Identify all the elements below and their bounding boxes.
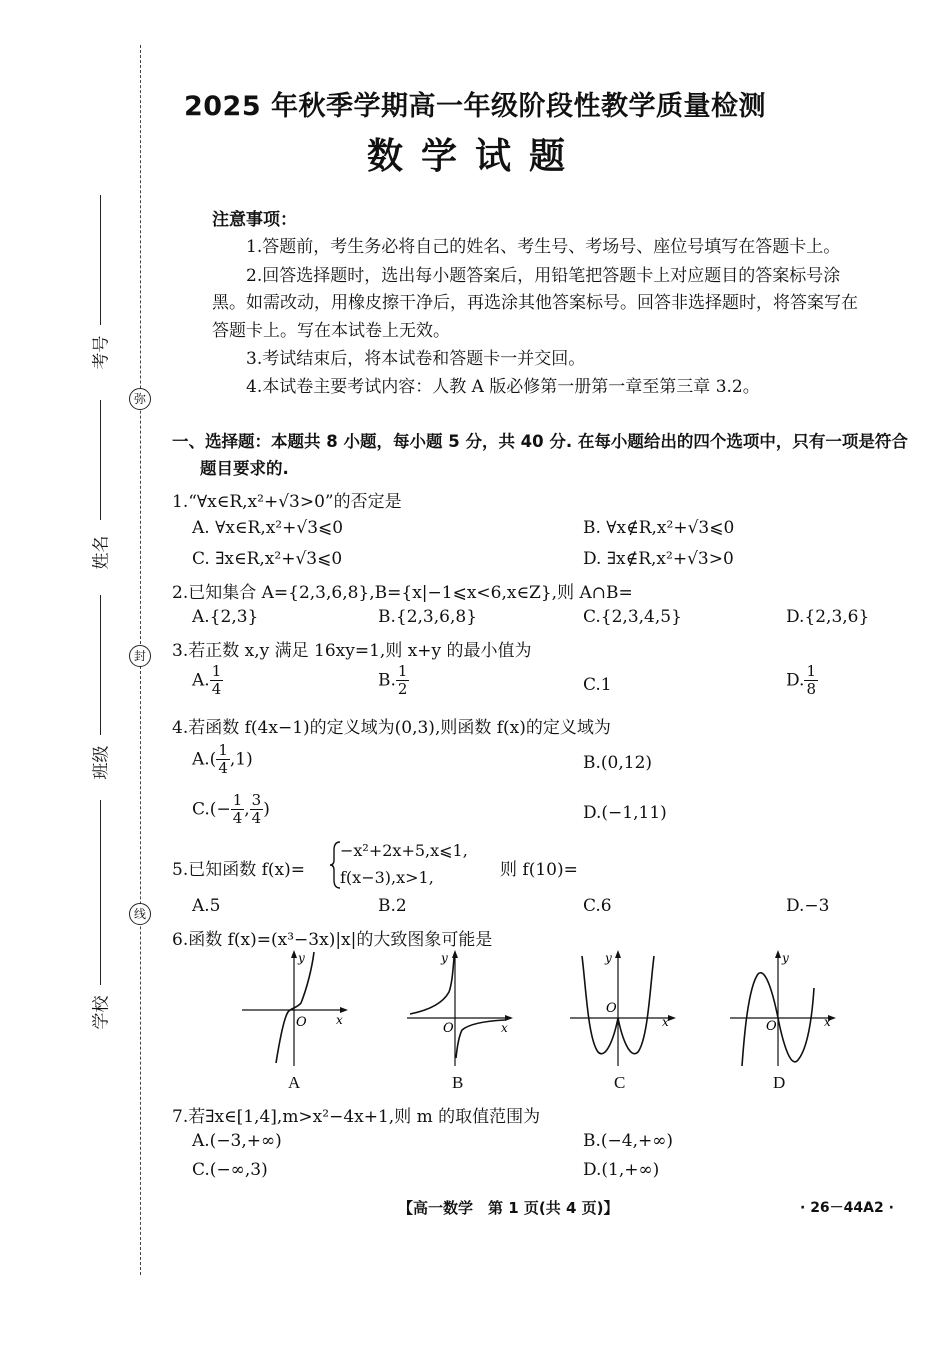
- q5-stem-prefix: 5.已知函数 f(x)=: [172, 860, 306, 880]
- q5-option-a: A.5: [192, 896, 221, 916]
- q2-stem: 2.已知集合 A={2,3,6,8},B={x|−1⩽x<6,x∈Z},则 A∩B=: [172, 583, 633, 603]
- q2-option-b: B.{2,3,6,8}: [378, 607, 478, 627]
- q3-stem: 3.若正数 x,y 满足 16xy=1,则 x+y 的最小值为: [172, 641, 532, 661]
- q3-option-d: D. $\frac{1}{8}$: [786, 662, 816, 698]
- q7-option-d: D.(1,+∞): [583, 1160, 660, 1180]
- class-rule: [100, 595, 101, 735]
- name-rule: [100, 400, 101, 520]
- exam-number-label: 考号: [91, 335, 112, 370]
- svg-text:y: y: [782, 951, 789, 965]
- school-rule: [100, 800, 101, 985]
- q3-d-denominator: 8: [806, 680, 816, 698]
- svg-text:O: O: [296, 1015, 307, 1030]
- svg-text:O: O: [766, 1019, 777, 1034]
- q7-option-a: A.(−3,+∞): [192, 1131, 282, 1151]
- q7-option-b: B.(−4,+∞): [583, 1131, 674, 1151]
- q4-option-c: C.(− $\frac{1}{4}$ , $\frac{3}{4}$ ): [192, 791, 270, 827]
- section-heading-line1: 一、选择题：本题共 8 小题，每小题 5 分，共 40 分. 在每小题给出的四个选项中，只有一项是符合: [172, 432, 908, 451]
- q2-option-a: A.{2,3}: [192, 607, 259, 627]
- q5-option-d: D.−3: [786, 896, 830, 916]
- page-footer: 【高一数学 第 1 页(共 4 页)】: [398, 1199, 619, 1217]
- q6-label-d: D: [773, 1073, 786, 1092]
- q4-c-numerator-2: 3: [251, 791, 262, 809]
- exam-code: · 26－44A2 ·: [800, 1200, 894, 1216]
- q4-option-b: B.(0,12): [583, 753, 653, 773]
- svg-text:y: y: [298, 951, 305, 965]
- svg-text:x: x: [336, 1013, 343, 1027]
- q7-stem: 7.若∃x∈[1,4],m>x²−4x+1,则 m 的取值范围为: [172, 1107, 541, 1127]
- svg-text:x: x: [501, 1021, 508, 1035]
- q4-a-numerator: 1: [218, 741, 228, 759]
- section-heading-line2: 题目要求的.: [200, 459, 289, 478]
- q3-option-b: B. $\frac{1}{2}$: [378, 662, 408, 698]
- q7-option-c: C.(−∞,3): [192, 1160, 268, 1180]
- q1-stem: 1.“∀x∈R,x²+√3>0”的否定是: [172, 492, 402, 512]
- q6-graph-b: [405, 948, 515, 1068]
- svg-text:y: y: [605, 951, 612, 965]
- notes-line-5: 3.考试结束后，将本试卷和答题卡一并交回。: [246, 349, 586, 369]
- notes-line-2: 2.回答选择题时，选出每小题答案后，用铅笔把答题卡上对应题目的答案标号涂: [246, 266, 841, 286]
- q6-graph-c: [568, 948, 678, 1068]
- seal-mi: 弥: [129, 388, 151, 410]
- q3-b-numerator: 1: [397, 662, 408, 680]
- svg-text:x: x: [824, 1015, 831, 1029]
- svg-text:x: x: [662, 1015, 669, 1029]
- notes-line-4: 答题卡上。写在本试卷上无效。: [212, 321, 450, 341]
- q4-c-denominator-2: 4: [251, 809, 262, 827]
- q5-option-c: C.6: [583, 896, 612, 916]
- q6-graph-d: [728, 948, 838, 1068]
- q3-option-c: C.1: [583, 675, 612, 695]
- notes-line-6: 4.本试卷主要考试内容：人教 A 版必修第一册第一章至第三章 3.2。: [246, 377, 760, 397]
- school-label: 学校: [91, 995, 112, 1030]
- q3-b-denominator: 2: [397, 680, 408, 698]
- q6-graph-a: [240, 948, 350, 1068]
- q6-label-a: A: [288, 1073, 301, 1092]
- q3-option-a: A. $\frac{1}{4}$: [192, 662, 222, 698]
- q6-label-b: B: [452, 1073, 464, 1092]
- svg-text:O: O: [443, 1021, 454, 1036]
- exam-number-rule: [100, 195, 101, 325]
- q3-d-numerator: 1: [806, 662, 816, 680]
- q5-case-1: −x²+2x+5,x⩽1,: [340, 841, 468, 860]
- q5-stem-suffix: 则 f(10)=: [500, 860, 578, 880]
- q1-option-d: D. ∃x∉R,x²+√3>0: [583, 549, 734, 569]
- svg-text:O: O: [606, 1001, 617, 1016]
- seal-xian: 线: [129, 903, 151, 925]
- q4-c-numerator-1: 1: [232, 791, 243, 809]
- svg-text:y: y: [441, 951, 448, 965]
- name-label: 姓名: [91, 535, 112, 570]
- q4-a-denominator: 4: [218, 759, 228, 777]
- q6-stem: 6.函数 f(x)=(x³−3x)|x|的大致图象可能是: [172, 930, 493, 950]
- q2-option-d: D.{2,3,6}: [786, 607, 870, 627]
- exam-title: 2025 年秋季学期高一年级阶段性教学质量检测: [183, 91, 767, 122]
- q1-option-a: A. ∀x∈R,x²+√3⩽0: [192, 518, 344, 538]
- q4-c-denominator-1: 4: [232, 809, 243, 827]
- q3-a-denominator: 4: [211, 680, 222, 698]
- notes-heading: 注意事项：: [212, 210, 297, 230]
- notes-line-1: 1.答题前，考生务必将自己的姓名、考生号、考场号、座位号填写在答题卡上。: [246, 237, 841, 257]
- q3-a-numerator: 1: [211, 662, 222, 680]
- class-label: 班级: [91, 745, 112, 780]
- q5-case-2: f(x−3),x>1,: [340, 868, 434, 887]
- q1-option-b: B. ∀x∉R,x²+√3⩽0: [583, 518, 735, 538]
- q4-option-a: A.( $\frac{1}{4}$ ,1): [192, 741, 253, 777]
- q5-option-b: B.2: [378, 896, 407, 916]
- seal-feng: 封: [129, 645, 151, 667]
- q4-stem: 4.若函数 f(4x−1)的定义域为(0,3),则函数 f(x)的定义域为: [172, 718, 611, 738]
- q6-label-c: C: [614, 1073, 626, 1092]
- notes-line-3: 黑。如需改动，用橡皮擦干净后，再选涂其他答案标号。回答非选择题时，将答案写在: [212, 293, 858, 313]
- q1-option-c: C. ∃x∈R,x²+√3⩽0: [192, 549, 343, 569]
- q4-option-d: D.(−1,11): [583, 803, 667, 823]
- subject-title: 数学试题: [366, 136, 583, 177]
- q2-option-c: C.{2,3,4,5}: [583, 607, 682, 627]
